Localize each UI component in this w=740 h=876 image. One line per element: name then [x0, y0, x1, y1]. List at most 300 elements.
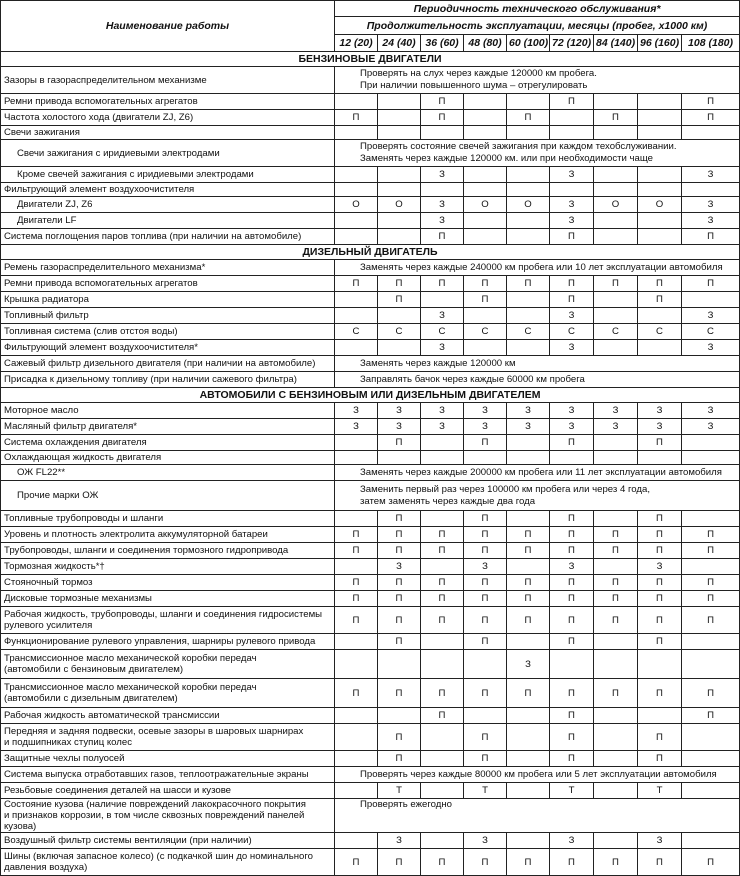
- interval-cell: [638, 229, 682, 245]
- interval-cell: З: [682, 167, 740, 183]
- table-row: [1, 356, 740, 372]
- interval-cell: [421, 292, 464, 308]
- interval-cell: [421, 751, 464, 767]
- interval-cell: П: [421, 527, 464, 543]
- interval-cell: [550, 110, 594, 126]
- interval-note: Проверять через каждые 80000 км пробега или 5 лет эксплуатации автомобиля: [335, 767, 740, 783]
- work-name: Рабочая жидкость автоматической трансмиссии: [1, 708, 335, 724]
- interval-note: Проверять состояние свечей зажигания при каждом техобслуживании. Заменять через каждые 120000 км. или при необходимости чаще: [335, 140, 740, 167]
- interval-cell: П: [550, 511, 594, 527]
- interval-cell: З: [550, 197, 594, 213]
- periodicity-header: Периодичность технического обслуживания*: [335, 1, 740, 17]
- table-row: [1, 213, 740, 229]
- interval-cell: [507, 308, 550, 324]
- interval-cell: З: [638, 403, 682, 419]
- table-row: [1, 833, 740, 849]
- interval-cell: П: [594, 591, 638, 607]
- interval-cell: [594, 724, 638, 751]
- work-name: Свечи зажигания: [1, 126, 335, 140]
- interval-cell: П: [507, 527, 550, 543]
- interval-cell: [682, 451, 740, 465]
- interval-header: 12 (20): [335, 35, 378, 52]
- interval-cell: [335, 292, 378, 308]
- interval-cell: [638, 94, 682, 110]
- interval-cell: П: [421, 708, 464, 724]
- interval-cell: [335, 783, 378, 799]
- interval-cell: З: [378, 833, 421, 849]
- table-row: [1, 67, 740, 94]
- interval-cell: П: [507, 543, 550, 559]
- interval-cell: [507, 126, 550, 140]
- interval-cell: П: [464, 276, 507, 292]
- work-name: Ремень газораспределительного механизма*: [1, 260, 335, 276]
- interval-cell: П: [378, 292, 421, 308]
- table-row: [1, 575, 740, 591]
- work-name: Частота холостого хода (двигатели ZJ, Z6): [1, 110, 335, 126]
- table-row: [1, 708, 740, 724]
- interval-cell: [378, 167, 421, 183]
- interval-cell: [464, 340, 507, 356]
- table-row: [1, 465, 740, 481]
- interval-cell: Т: [378, 783, 421, 799]
- interval-cell: П: [550, 229, 594, 245]
- work-name: Дисковые тормозные механизмы: [1, 591, 335, 607]
- interval-cell: П: [464, 543, 507, 559]
- interval-cell: [421, 650, 464, 679]
- interval-cell: П: [378, 679, 421, 708]
- interval-cell: [378, 110, 421, 126]
- work-name: Состояние кузова (наличие повреждений лакокрасочного покрытия и признаков коррозии, в том числе сквозных повреждений панелей кузова): [1, 799, 335, 833]
- interval-cell: [507, 183, 550, 197]
- work-name: Присадка к дизельному топливу (при наличии сажевого фильтра): [1, 372, 335, 388]
- interval-cell: П: [638, 751, 682, 767]
- interval-cell: С: [507, 324, 550, 340]
- interval-header: 36 (60): [421, 35, 464, 52]
- interval-cell: П: [421, 575, 464, 591]
- interval-cell: П: [682, 94, 740, 110]
- interval-cell: [638, 183, 682, 197]
- interval-cell: П: [638, 724, 682, 751]
- interval-cell: З: [682, 213, 740, 229]
- interval-cell: П: [638, 292, 682, 308]
- work-name: Функционирование рулевого управления, шарниры рулевого привода: [1, 634, 335, 650]
- interval-cell: П: [507, 276, 550, 292]
- interval-cell: [550, 650, 594, 679]
- interval-cell: З: [638, 559, 682, 575]
- interval-cell: З: [378, 403, 421, 419]
- table-row: [1, 94, 740, 110]
- interval-cell: [335, 167, 378, 183]
- work-name: Трансмиссионное масло механической коробки передач (автомобили с бензиновым двигателем): [1, 650, 335, 679]
- interval-header: 72 (120): [550, 35, 594, 52]
- interval-cell: [378, 126, 421, 140]
- interval-cell: П: [638, 591, 682, 607]
- interval-cell: П: [550, 292, 594, 308]
- interval-cell: [464, 94, 507, 110]
- interval-cell: П: [550, 276, 594, 292]
- interval-cell: П: [550, 708, 594, 724]
- interval-cell: [594, 435, 638, 451]
- interval-cell: З: [682, 308, 740, 324]
- table-row: [1, 559, 740, 575]
- interval-header: 108 (180): [682, 35, 740, 52]
- work-name: Трансмиссионное масло механической коробки передач (автомобили с дизельным двигателем): [1, 679, 335, 708]
- work-name: Свечи зажигания с иридиевыми электродами: [1, 140, 335, 167]
- work-name: Шины (включая запасное колесо) (с подкачкой шин до номинального давления воздуха): [1, 849, 335, 876]
- interval-cell: [464, 126, 507, 140]
- interval-cell: З: [550, 340, 594, 356]
- interval-cell: [421, 724, 464, 751]
- interval-cell: [507, 451, 550, 465]
- interval-cell: С: [594, 324, 638, 340]
- interval-cell: П: [550, 94, 594, 110]
- interval-cell: З: [682, 340, 740, 356]
- interval-cell: [378, 308, 421, 324]
- interval-cell: [638, 451, 682, 465]
- interval-cell: [421, 783, 464, 799]
- interval-cell: [507, 340, 550, 356]
- interval-cell: П: [638, 543, 682, 559]
- interval-cell: С: [421, 324, 464, 340]
- interval-cell: О: [594, 197, 638, 213]
- work-name: Прочие марки ОЖ: [1, 481, 335, 511]
- work-name: ОЖ FL22**: [1, 465, 335, 481]
- interval-cell: З: [550, 833, 594, 849]
- interval-cell: П: [550, 575, 594, 591]
- interval-cell: П: [682, 110, 740, 126]
- interval-cell: [335, 634, 378, 650]
- interval-cell: П: [507, 679, 550, 708]
- interval-cell: П: [550, 679, 594, 708]
- interval-cell: П: [550, 527, 594, 543]
- interval-cell: [464, 229, 507, 245]
- table-row: [1, 372, 740, 388]
- table-row: [1, 126, 740, 140]
- interval-cell: [507, 435, 550, 451]
- work-name: Зазоры в газораспределительном механизме: [1, 67, 335, 94]
- interval-cell: П: [638, 634, 682, 650]
- interval-cell: [464, 451, 507, 465]
- interval-cell: [594, 511, 638, 527]
- interval-cell: П: [507, 849, 550, 876]
- interval-cell: П: [421, 607, 464, 634]
- interval-cell: З: [335, 419, 378, 435]
- interval-cell: [335, 213, 378, 229]
- interval-cell: П: [464, 724, 507, 751]
- interval-cell: [335, 308, 378, 324]
- interval-cell: П: [335, 591, 378, 607]
- interval-cell: П: [507, 575, 550, 591]
- interval-cell: П: [594, 849, 638, 876]
- table-row: [1, 110, 740, 126]
- interval-cell: [594, 451, 638, 465]
- table-row: [1, 511, 740, 527]
- interval-cell: [507, 833, 550, 849]
- interval-cell: [464, 650, 507, 679]
- interval-cell: П: [507, 110, 550, 126]
- interval-cell: П: [335, 607, 378, 634]
- interval-cell: З: [550, 308, 594, 324]
- table-row: [1, 481, 740, 511]
- interval-cell: [682, 559, 740, 575]
- interval-cell: [464, 183, 507, 197]
- interval-cell: П: [464, 511, 507, 527]
- interval-cell: Т: [638, 783, 682, 799]
- interval-cell: П: [378, 527, 421, 543]
- interval-cell: [682, 634, 740, 650]
- interval-cell: З: [421, 340, 464, 356]
- interval-cell: П: [594, 607, 638, 634]
- interval-cell: П: [638, 849, 682, 876]
- section-title: БЕНЗИНОВЫЕ ДВИГАТЕЛИ: [1, 52, 740, 67]
- interval-cell: О: [638, 197, 682, 213]
- interval-cell: [335, 435, 378, 451]
- table-row: [1, 591, 740, 607]
- interval-cell: П: [378, 724, 421, 751]
- interval-cell: [594, 708, 638, 724]
- interval-cell: З: [638, 419, 682, 435]
- table-row: [1, 849, 740, 876]
- interval-cell: [378, 94, 421, 110]
- duration-header: Продолжительность эксплуатации, месяцы (пробег, х1000 км): [335, 17, 740, 35]
- interval-cell: П: [335, 543, 378, 559]
- work-name: Фильтрующий элемент воздухоочистителя: [1, 183, 335, 197]
- interval-cell: П: [594, 679, 638, 708]
- work-name: Защитные чехлы полуосей: [1, 751, 335, 767]
- interval-cell: П: [378, 511, 421, 527]
- interval-cell: П: [378, 607, 421, 634]
- interval-note: Заменять через каждые 240000 км пробега или 10 лет эксплуатации автомобиля: [335, 260, 740, 276]
- interval-cell: [682, 833, 740, 849]
- interval-cell: З: [682, 419, 740, 435]
- interval-cell: З: [421, 308, 464, 324]
- interval-cell: П: [335, 679, 378, 708]
- interval-cell: [638, 126, 682, 140]
- work-name: Воздушный фильтр системы вентиляции (при наличии): [1, 833, 335, 849]
- interval-cell: П: [464, 575, 507, 591]
- interval-cell: З: [378, 419, 421, 435]
- work-name-header: Наименование работы: [1, 1, 335, 52]
- work-name: Рабочая жидкость, трубопроводы, шланги и соединения гидросистемы рулевого усилителя: [1, 607, 335, 634]
- interval-cell: С: [682, 324, 740, 340]
- work-name: Моторное масло: [1, 403, 335, 419]
- interval-cell: П: [682, 276, 740, 292]
- table-row: [1, 724, 740, 751]
- interval-cell: З: [464, 419, 507, 435]
- interval-cell: П: [550, 591, 594, 607]
- interval-cell: П: [421, 679, 464, 708]
- interval-cell: З: [421, 403, 464, 419]
- interval-cell: З: [594, 419, 638, 435]
- interval-cell: [464, 167, 507, 183]
- interval-cell: С: [335, 324, 378, 340]
- interval-cell: [594, 833, 638, 849]
- table-row: [1, 276, 740, 292]
- interval-cell: [507, 292, 550, 308]
- interval-cell: [421, 451, 464, 465]
- interval-cell: П: [421, 94, 464, 110]
- interval-note: Заменять через каждые 200000 км пробега или 11 лет эксплуатации автомобиля: [335, 465, 740, 481]
- interval-cell: [594, 783, 638, 799]
- interval-cell: [335, 751, 378, 767]
- interval-cell: [507, 229, 550, 245]
- interval-cell: П: [550, 543, 594, 559]
- interval-cell: П: [335, 276, 378, 292]
- table-row: [1, 767, 740, 783]
- interval-cell: П: [682, 849, 740, 876]
- table-row: [1, 799, 740, 833]
- interval-cell: [507, 167, 550, 183]
- interval-cell: [464, 308, 507, 324]
- work-name: Двигатели LF: [1, 213, 335, 229]
- interval-cell: [550, 126, 594, 140]
- interval-cell: П: [421, 229, 464, 245]
- table-row: [1, 607, 740, 634]
- interval-cell: [550, 451, 594, 465]
- interval-cell: П: [335, 527, 378, 543]
- interval-cell: [638, 213, 682, 229]
- interval-cell: П: [638, 607, 682, 634]
- interval-cell: П: [421, 591, 464, 607]
- work-name: Передняя и задняя подвески, осевые зазоры в шаровых шарнирах и подшипниках ступиц колес: [1, 724, 335, 751]
- work-name: Двигатели ZJ, Z6: [1, 197, 335, 213]
- work-name: Уровень и плотность электролита аккумуляторной батареи: [1, 527, 335, 543]
- table-row: [1, 260, 740, 276]
- interval-cell: [507, 559, 550, 575]
- work-name: Топливный фильтр: [1, 308, 335, 324]
- interval-cell: З: [550, 213, 594, 229]
- interval-cell: [507, 634, 550, 650]
- interval-cell: [421, 435, 464, 451]
- interval-cell: П: [682, 708, 740, 724]
- interval-cell: [594, 183, 638, 197]
- interval-cell: [638, 708, 682, 724]
- table-row: [1, 140, 740, 167]
- interval-header: 48 (80): [464, 35, 507, 52]
- interval-cell: [507, 751, 550, 767]
- interval-cell: П: [594, 110, 638, 126]
- interval-cell: [594, 634, 638, 650]
- interval-cell: П: [464, 435, 507, 451]
- interval-header: 24 (40): [378, 35, 421, 52]
- interval-cell: П: [507, 607, 550, 634]
- work-name: Тормозная жидкость*†: [1, 559, 335, 575]
- table-row: [1, 435, 740, 451]
- table-row: [1, 167, 740, 183]
- interval-note: Заменить первый раз через 100000 км пробега или через 4 года, затем заменять через каждые два года: [335, 481, 740, 511]
- interval-cell: П: [638, 575, 682, 591]
- interval-cell: П: [464, 751, 507, 767]
- interval-cell: З: [594, 403, 638, 419]
- interval-note: Проверять ежегодно: [335, 799, 740, 833]
- interval-cell: [335, 229, 378, 245]
- interval-cell: [421, 126, 464, 140]
- interval-cell: П: [378, 435, 421, 451]
- interval-cell: [594, 229, 638, 245]
- interval-cell: С: [550, 324, 594, 340]
- interval-cell: П: [682, 527, 740, 543]
- interval-cell: П: [464, 634, 507, 650]
- interval-cell: П: [421, 543, 464, 559]
- interval-cell: [594, 340, 638, 356]
- interval-cell: [682, 751, 740, 767]
- interval-cell: П: [421, 276, 464, 292]
- work-name: Масляный фильтр двигателя*: [1, 419, 335, 435]
- interval-cell: [594, 213, 638, 229]
- work-name: Ремни привода вспомогательных агрегатов: [1, 276, 335, 292]
- table-row: [1, 183, 740, 197]
- interval-cell: З: [421, 213, 464, 229]
- interval-cell: [507, 213, 550, 229]
- work-name: Система выпуска отработавших газов, теплоотражательные экраны: [1, 767, 335, 783]
- interval-cell: [421, 559, 464, 575]
- interval-cell: З: [421, 197, 464, 213]
- interval-cell: З: [550, 167, 594, 183]
- interval-cell: П: [378, 591, 421, 607]
- interval-cell: [507, 783, 550, 799]
- interval-cell: П: [335, 110, 378, 126]
- interval-cell: [335, 126, 378, 140]
- table-row: [1, 403, 740, 419]
- interval-cell: З: [550, 403, 594, 419]
- interval-cell: П: [682, 591, 740, 607]
- interval-cell: О: [507, 197, 550, 213]
- interval-cell: [638, 167, 682, 183]
- table-row: [1, 340, 740, 356]
- interval-cell: П: [464, 849, 507, 876]
- interval-cell: [682, 783, 740, 799]
- interval-cell: [378, 229, 421, 245]
- table-row: [1, 308, 740, 324]
- interval-cell: П: [682, 543, 740, 559]
- interval-cell: П: [594, 543, 638, 559]
- interval-cell: [464, 213, 507, 229]
- interval-cell: З: [507, 403, 550, 419]
- interval-cell: [507, 94, 550, 110]
- interval-cell: П: [378, 543, 421, 559]
- interval-header: 96 (160): [638, 35, 682, 52]
- table-row: [1, 197, 740, 213]
- interval-cell: П: [638, 511, 682, 527]
- interval-cell: П: [550, 849, 594, 876]
- interval-cell: [682, 126, 740, 140]
- work-name: Стояночный тормоз: [1, 575, 335, 591]
- interval-note: Проверять на слух через каждые 120000 км пробега. При наличии повышенного шума – отрегулировать: [335, 67, 740, 94]
- interval-cell: [335, 724, 378, 751]
- table-row: [1, 229, 740, 245]
- interval-cell: П: [550, 724, 594, 751]
- interval-cell: [638, 110, 682, 126]
- work-name: Кроме свечей зажигания с иридиевыми электродами: [1, 167, 335, 183]
- interval-cell: П: [682, 229, 740, 245]
- interval-cell: [378, 183, 421, 197]
- interval-cell: П: [464, 679, 507, 708]
- interval-cell: П: [464, 292, 507, 308]
- interval-cell: П: [638, 679, 682, 708]
- interval-cell: [507, 511, 550, 527]
- work-name: Крышка радиатора: [1, 292, 335, 308]
- work-name: Система поглощения паров топлива (при наличии на автомобиле): [1, 229, 335, 245]
- interval-cell: З: [378, 559, 421, 575]
- interval-cell: [335, 511, 378, 527]
- interval-cell: П: [335, 849, 378, 876]
- interval-cell: [421, 511, 464, 527]
- work-name: Резьбовые соединения деталей на шасси и кузове: [1, 783, 335, 799]
- work-name: Топливные трубопроводы и шланги: [1, 511, 335, 527]
- interval-cell: [421, 833, 464, 849]
- interval-cell: [335, 340, 378, 356]
- interval-cell: З: [507, 650, 550, 679]
